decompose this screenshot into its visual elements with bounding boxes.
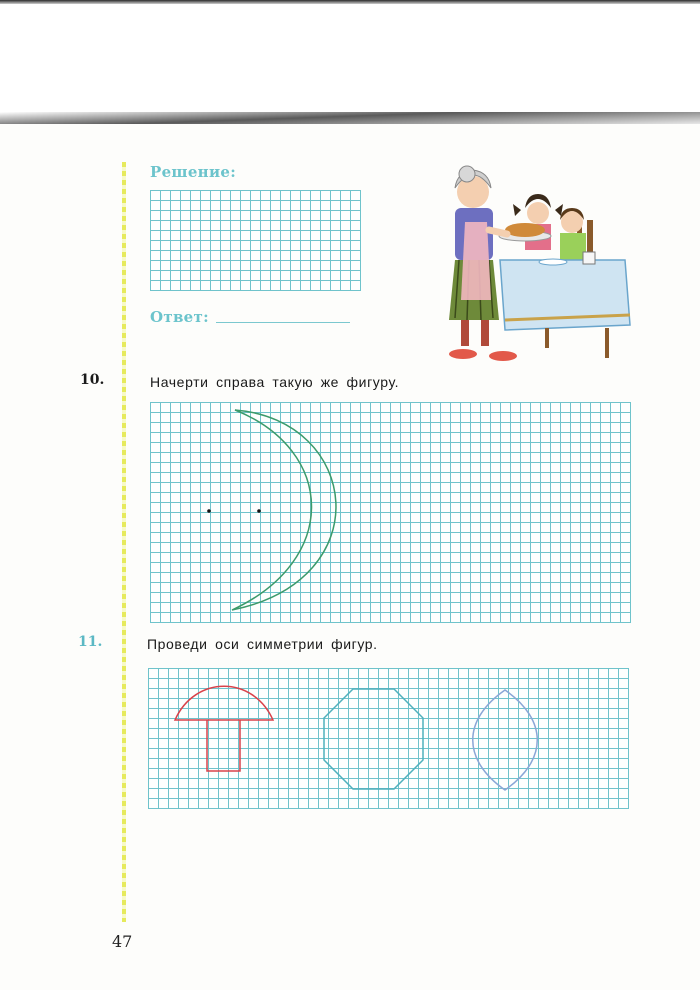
task-10-text: Начерти справа такую же фигуру. (150, 374, 400, 390)
page-number: 47 (112, 932, 133, 951)
answer-label: Ответ: (150, 308, 209, 326)
task-10-number: 10. (80, 372, 105, 388)
task-11-text: Проведи оси симметрии фигур. (147, 636, 378, 652)
solution-label: Решение: (150, 163, 237, 181)
lens-figure (473, 690, 538, 790)
mushroom-figure (175, 686, 273, 771)
octagon-figure (324, 689, 423, 789)
task-11-number: 11. (78, 634, 103, 650)
